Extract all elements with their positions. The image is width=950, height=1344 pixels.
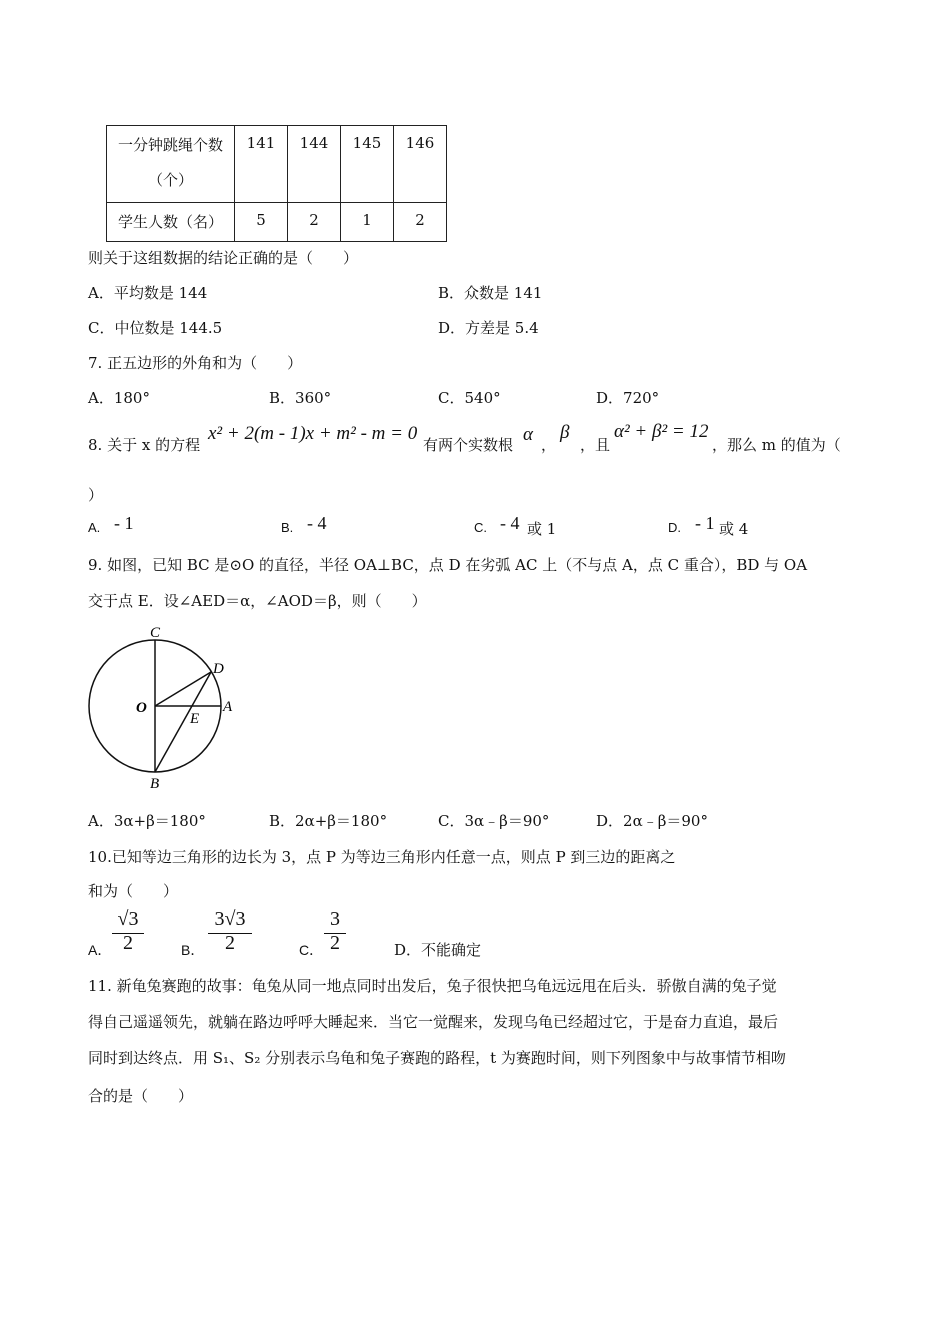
cell-value: 146 [405, 134, 435, 152]
q8-condition: α² + β² = 12 [614, 421, 709, 442]
label-a: A [223, 699, 233, 715]
q11-line3: 同时到达终点．用 S₁、S₂ 分别表示乌龟和兔子赛跑的路程，t 为赛跑时间，则下列图象中与故事情节相吻 [88, 1049, 786, 1067]
q8-comma: ， [541, 436, 557, 454]
q6-option-a: A．平均数是 144 [88, 284, 208, 302]
jump-rope-table [106, 125, 447, 242]
q8-middle: 有两个实数根 [423, 436, 514, 454]
segment-od [155, 672, 211, 706]
q10-option-d: D．不能确定 [394, 941, 482, 959]
q7-stem: 7. 正五边形的外角和为（ ） [88, 354, 303, 372]
q8-option-a-value: - 1 [114, 513, 134, 533]
q6-option-c: C．中位数是 144.5 [88, 319, 223, 337]
label-o: O [136, 700, 147, 716]
q7-option-c: C．540° [438, 389, 501, 407]
q8-option-a-label: A. [88, 520, 101, 535]
label-e: E [190, 711, 200, 727]
fraction-denominator: 2 [123, 932, 133, 954]
cell-value: 145 [352, 134, 382, 152]
table-cell [235, 126, 288, 203]
q8-option-b-value: - 4 [307, 513, 327, 533]
q8-option-d-tail: 或 4 [719, 520, 749, 538]
cell-value: 5 [256, 211, 266, 229]
table-row [107, 126, 447, 203]
cell-value: 144 [299, 134, 329, 152]
q8-option-c-value: - 4 [500, 513, 520, 533]
q7-option-a: A．180° [88, 389, 150, 407]
fraction-numerator: 3√3 [214, 908, 246, 930]
q9-option-d: D．2α﹣β＝90° [596, 812, 708, 830]
q10-option-c-label: C． [299, 942, 324, 958]
label-c: C [150, 625, 161, 641]
table-cell [394, 203, 447, 242]
header-label-line2: （个） [147, 171, 193, 189]
q8-option-d-value: - 1 [695, 513, 715, 533]
q7-option-d: D．720° [596, 389, 660, 407]
q8-suffix: ，那么 m 的值为（ [712, 436, 841, 454]
q10-line1: 10.已知等边三角形的边长为 3，点 P 为等边三角形内任意一点，则点 P 到三边的距离之 [88, 848, 676, 866]
table-cell [341, 126, 394, 203]
q10-option-b-fraction [208, 908, 252, 955]
q8-alpha: α [523, 424, 533, 445]
q6-option-b: B．众数是 141 [438, 284, 543, 302]
q8-option-d-label: D. [668, 520, 681, 535]
q6-stem: 则关于这组数据的结论正确的是（ ） [88, 249, 359, 267]
q7-option-b: B．360° [269, 389, 332, 407]
fraction-denominator: 2 [225, 932, 235, 954]
table-header-cell [107, 126, 235, 203]
q8-option-b-label: B. [281, 520, 294, 535]
cell-value: 1 [362, 211, 372, 229]
q8-and: ，且 [580, 436, 611, 454]
header-label-line1: 一分钟跳绳个数 [117, 136, 223, 154]
fraction-denominator: 2 [330, 932, 340, 954]
q9-option-c: C．3α﹣β＝90° [438, 812, 550, 830]
q9-option-b: B．2α+β＝180° [269, 812, 388, 830]
q11-line4: 合的是（ ） [88, 1087, 194, 1105]
q9-line2: 交于点 E．设∠AED＝α，∠AOD＝β，则（ ） [88, 592, 427, 610]
cell-value: 141 [246, 134, 276, 152]
q8-prefix: 8. 关于 x 的方程 [88, 436, 201, 454]
q8-close-paren: ） [88, 486, 104, 504]
label-d: D [213, 661, 224, 677]
q10-option-b-label: B． [181, 942, 205, 958]
circle-diagram [84, 620, 254, 795]
q10-line2: 和为（ ） [88, 882, 179, 900]
cell-value: 2 [415, 211, 425, 229]
q10-option-a-fraction [112, 908, 144, 955]
fraction-numerator: √3 [117, 908, 139, 930]
table-row [107, 203, 447, 242]
q9-line1: 9. 如图，已知 BC 是⊙O 的直径，半径 OA⊥BC，点 D 在劣弧 AC 上（不与点 A，点 C 重合），BD 与 OA [88, 556, 808, 574]
table-cell [235, 203, 288, 242]
cell-value: 2 [309, 211, 319, 229]
table-cell [288, 126, 341, 203]
q8-option-c-label: C. [474, 520, 487, 535]
row-label: 学生人数（名） [117, 213, 223, 231]
segment-bd [155, 672, 211, 772]
q10-option-a-label: A． [88, 942, 112, 958]
fraction-numerator: 3 [330, 908, 340, 930]
q6-option-d: D．方差是 5.4 [438, 319, 539, 337]
q11-line2: 得自己遥遥领先，就躺在路边呼呼大睡起来．当它一觉醒来，发现乌龟已经超过它，于是奋力直追，最后 [88, 1013, 779, 1031]
q11-line1: 11. 新龟兔赛跑的故事：龟兔从同一地点同时出发后，兔子很快把乌龟远远甩在后头．骄傲自满的兔子觉 [88, 977, 777, 995]
table-cell [341, 203, 394, 242]
q10-option-c-fraction [324, 908, 346, 955]
q8-option-c-tail: 或 1 [527, 520, 557, 538]
q8-beta: β [560, 422, 570, 443]
table-header-cell [107, 203, 235, 242]
label-b: B [150, 776, 160, 792]
table-cell [394, 126, 447, 203]
table-cell [288, 203, 341, 242]
q9-option-a: A．3α+β＝180° [88, 812, 206, 830]
q8-equation: x² + 2(m - 1)x + m² - m = 0 [208, 423, 418, 444]
